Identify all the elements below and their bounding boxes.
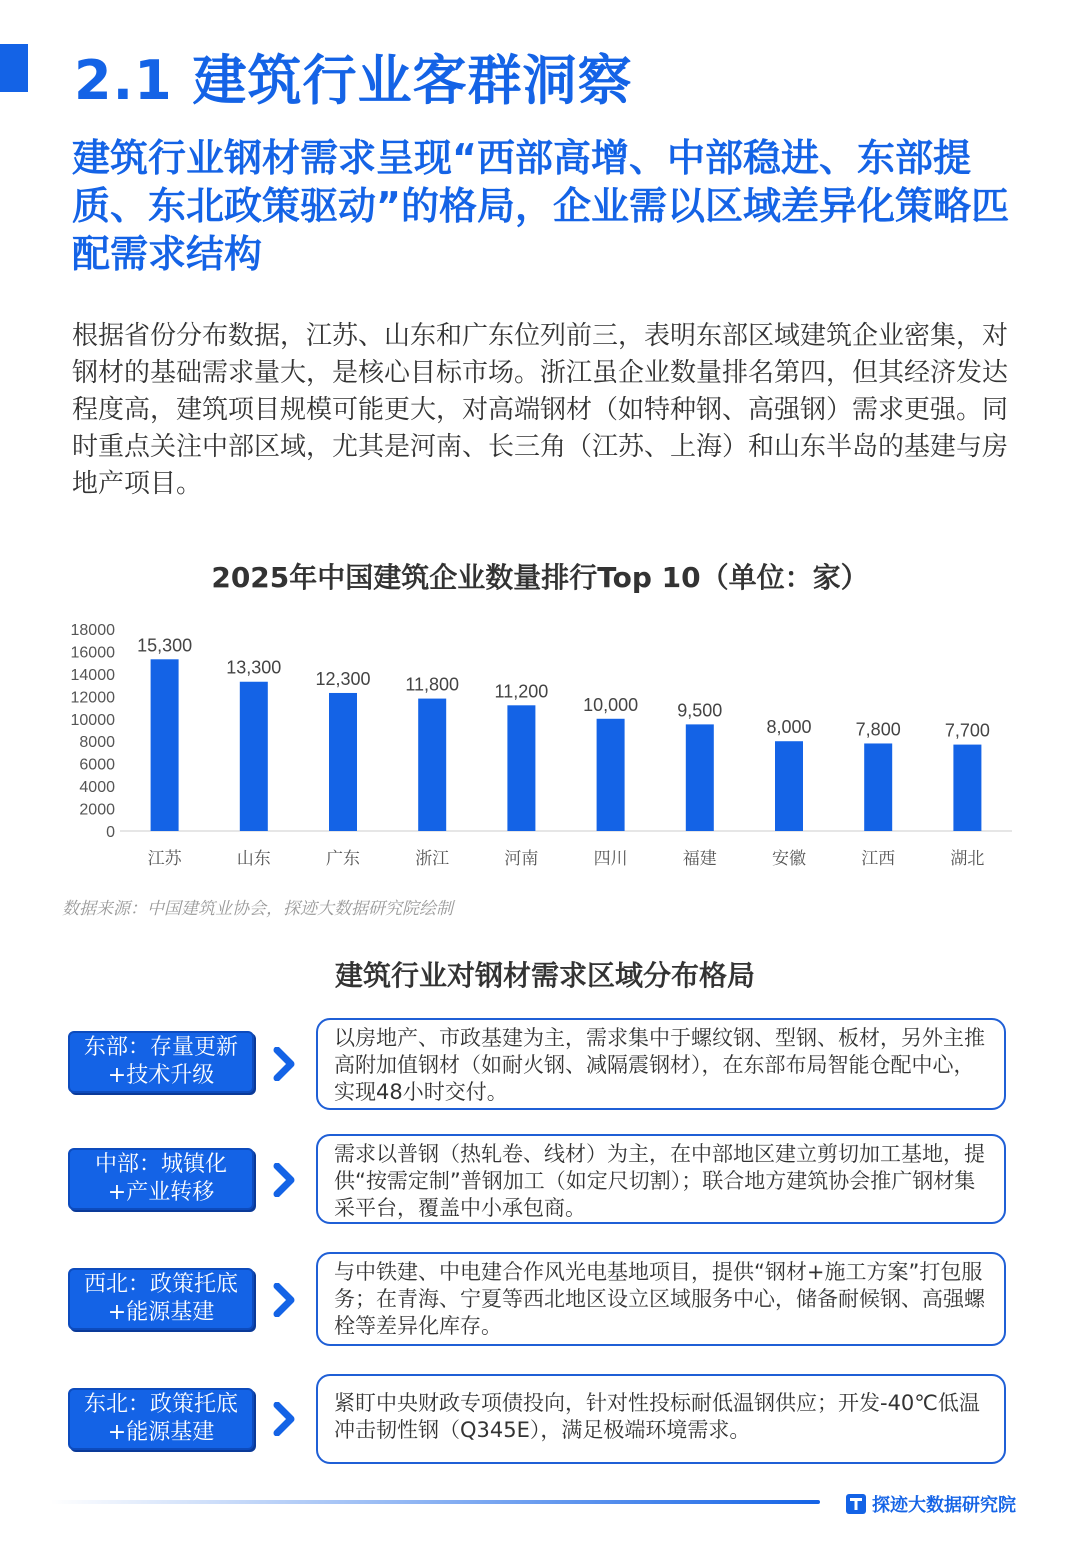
footer-brand — [846, 1491, 1016, 1517]
bar — [686, 724, 714, 831]
y-tick-label: 10000 — [70, 711, 115, 729]
region-label-northwest: 西北：政策托底+能源基建 — [68, 1268, 254, 1330]
y-tick-label: 0 — [106, 824, 115, 841]
region-desc-central: 需求以普钢（热轧卷、线材）为主，在中部地区建立剪切加工基地，提供“按需定制”普钢加工（如定尺切割）；联合地方建筑协会推广钢材集采平台，覆盖中小承包商。 — [316, 1134, 1006, 1224]
bar — [953, 745, 981, 831]
intro-paragraph: 根据省份分布数据，江苏、山东和广东位列前三，表明东部区域建筑企业密集，对钢材的基础需求量大，是核心目标市场。浙江虽企业数量排名第四，但其经济发达程度高，建筑项目规模可能更大，对高端钢材（如特种钢、高强钢）需求更强。同时重点关注中部区域，尤其是河南、长三角（江苏、上海）和山东半岛的基建与房地产项目。 — [72, 321, 1009, 499]
chevron-right-icon — [271, 1163, 299, 1197]
bar-value-label: 13,300 — [226, 657, 282, 678]
bar-value-label: 15,300 — [137, 635, 193, 656]
region-row-east — [68, 1018, 1010, 1110]
region-desc-northwest: 与中铁建、中电建合作风光电基地项目，提供“钢材+施工方案”打包服务；在青海、宁夏等西北地区设立区域服务中心，储备耐候钢、高强螺栓等差异化库存。 — [316, 1252, 1006, 1346]
region-label-east: 东部：存量更新+技术升级 — [68, 1031, 254, 1093]
y-tick-label: 12000 — [70, 689, 115, 707]
brand-name: 探迹大数据研究院 — [872, 1495, 1016, 1516]
y-tick-label: 2000 — [79, 801, 115, 819]
chart-title: 2025年中国建筑企业数量排行Top 10（单位：家） — [211, 561, 869, 594]
region-desc-northeast: 紧盯中央财政专项债投向，针对性投标耐低温钢供应；开发-40℃低温冲击韧性钢（Q345E），满足极端环境需求。 — [316, 1374, 1006, 1464]
region-label-northeast: 东北：政策托底+能源基建 — [68, 1388, 254, 1450]
x-tick-label: 浙江 — [415, 849, 450, 869]
footer-divider — [50, 1500, 820, 1504]
region-row-northeast — [68, 1374, 1010, 1464]
title-accent-bar — [0, 44, 28, 92]
region-section-title: 建筑行业对钢材需求区域分布格局 — [334, 959, 755, 992]
y-tick-label: 4000 — [79, 779, 115, 797]
bar-value-label: 11,200 — [494, 681, 549, 702]
bar — [864, 743, 892, 831]
bar-value-label: 7,800 — [855, 719, 901, 740]
region-desc-east: 以房地产、市政基建为主，需求集中于螺纹钢、型钢、板材，另外主推高附加值钢材（如耐火钢、减隔震钢材），在东部布局智能仓配中心，实现48小时交付。 — [316, 1018, 1006, 1110]
chevron-right-icon — [271, 1047, 299, 1081]
y-tick-label: 6000 — [79, 756, 115, 774]
x-tick-label: 四川 — [593, 849, 628, 869]
bar — [418, 699, 446, 831]
bar-value-label: 12,300 — [315, 668, 371, 689]
page-subtitle: 建筑行业钢材需求呈现“西部高增、中部稳进、东部提质、东北政策驱动”的格局，企业需以区域差异化策略匹配需求结构 — [72, 136, 1009, 276]
bar — [775, 741, 803, 831]
bar — [329, 693, 357, 831]
x-tick-label: 山东 — [236, 849, 271, 869]
bar-value-label: 10,000 — [583, 694, 639, 715]
region-row-northwest — [68, 1252, 1010, 1346]
bar — [240, 682, 268, 831]
bar — [151, 659, 179, 831]
data-source-note: 数据来源：中国建筑业协会，探迹大数据研究院绘制 — [62, 899, 453, 919]
x-tick-label: 江西 — [861, 849, 896, 869]
region-row-central — [68, 1134, 1010, 1224]
bar — [507, 705, 535, 831]
bar — [597, 719, 625, 831]
x-tick-label: 福建 — [682, 849, 717, 869]
bar-value-label: 11,800 — [405, 674, 460, 695]
y-tick-label: 16000 — [70, 644, 115, 662]
page-title: 2.1 建筑行业客群洞察 — [74, 49, 633, 112]
y-tick-label: 14000 — [70, 666, 115, 684]
chevron-right-icon — [271, 1402, 299, 1436]
x-tick-label: 广东 — [326, 849, 360, 869]
x-tick-label: 湖北 — [950, 849, 985, 869]
y-tick-label: 8000 — [79, 734, 115, 752]
chevron-right-icon — [271, 1283, 299, 1317]
region-label-central: 中部：城镇化+产业转移 — [68, 1148, 254, 1210]
bar-value-label: 8,000 — [766, 717, 812, 738]
y-tick-label: 18000 — [70, 622, 115, 639]
brand-logo-icon — [846, 1494, 866, 1514]
bar-value-label: 9,500 — [677, 700, 723, 721]
bar-chart — [60, 612, 1020, 874]
x-tick-label: 安徽 — [772, 849, 806, 869]
x-tick-label: 江苏 — [147, 849, 182, 869]
bar-value-label: 7,700 — [944, 720, 990, 741]
x-tick-label: 河南 — [504, 849, 539, 869]
